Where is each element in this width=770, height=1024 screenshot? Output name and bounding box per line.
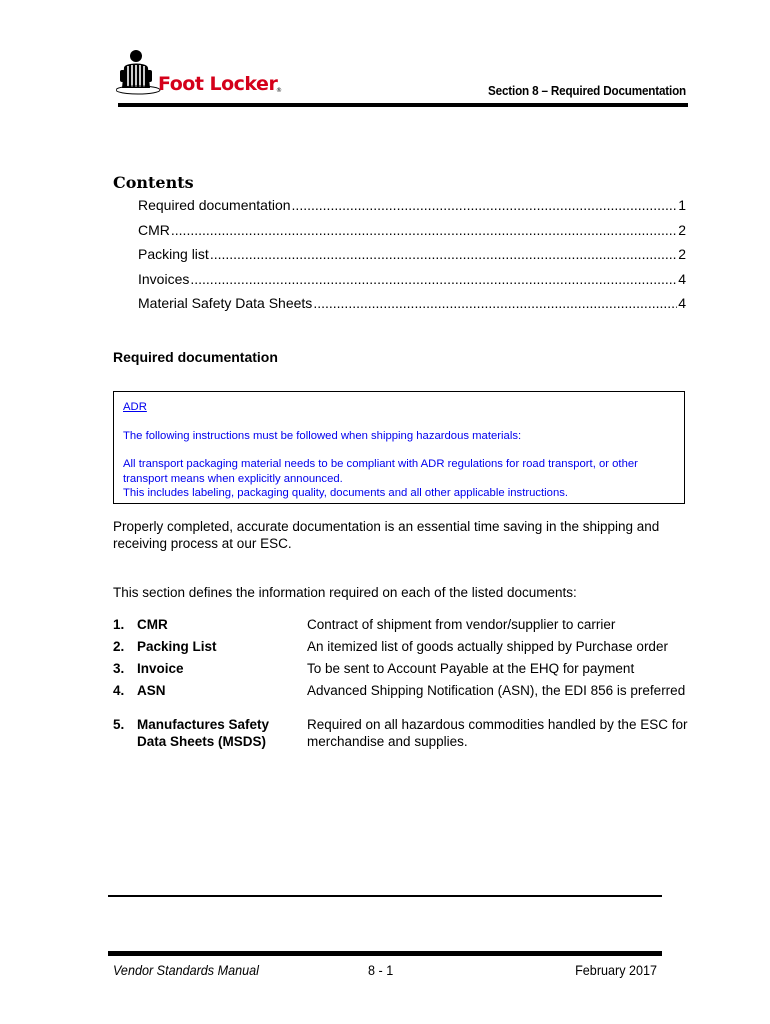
list-item-number: 5.: [113, 717, 125, 732]
list-item: [113, 716, 688, 750]
required-documentation-heading: Required documentation: [113, 349, 278, 365]
list-item-number: 3.: [113, 661, 125, 676]
toc-entry-label: Material Safety Data Sheets: [138, 295, 313, 311]
foot-locker-logo: [116, 46, 284, 98]
list-item: [113, 660, 688, 682]
toc-leader-dots: [313, 295, 677, 311]
toc-entry[interactable]: [138, 197, 686, 222]
adr-title-link[interactable]: ADR: [123, 401, 147, 413]
list-item-name: Packing List: [137, 639, 217, 654]
list-item-name: CMR: [137, 617, 168, 632]
toc-leader-dots: [190, 271, 677, 287]
list-item: [113, 638, 688, 660]
toc-entry-page: 2: [678, 221, 686, 238]
footer-divider-bottom: [108, 951, 662, 956]
toc-entry-page: 2: [678, 246, 686, 262]
toc-entry[interactable]: [138, 222, 686, 247]
toc-entry-page: 4: [678, 295, 686, 311]
table-of-contents: [138, 197, 686, 320]
footer-divider-top: [108, 895, 662, 897]
list-item: [113, 616, 688, 638]
footer-page-number: 8 - 1: [368, 962, 394, 978]
list-item-description: Contract of shipment from vendor/supplier to carrier: [307, 617, 616, 632]
list-item-number: 2.: [113, 639, 125, 654]
toc-entry-label: Invoices: [138, 270, 190, 287]
referee-logo-icon: [116, 46, 284, 98]
header-divider: [118, 103, 688, 107]
toc-leader-dots: [171, 222, 677, 238]
section-title: Section 8 – Required Documentation: [487, 83, 686, 98]
footer-manual-title: Vendor Standards Manual: [113, 962, 259, 978]
adr-compliance-text: All transport packaging material needs to be compliant with ADR regulations for road transport, or other transport means when explicitly announced.: [123, 458, 638, 485]
toc-entry-label: CMR: [138, 221, 170, 238]
list-item-description: To be sent to Account Payable at the EHQ for payment: [307, 661, 635, 676]
list-item-description: Advanced Shipping Notification (ASN), the EDI 856 is preferred: [307, 683, 686, 698]
required-documents-list: [113, 616, 688, 750]
list-item-description: An itemized list of goods actually shipped by Purchase order: [307, 639, 668, 654]
toc-entry[interactable]: [138, 246, 686, 271]
list-item-description: Required on all hazardous commodities handled by the ESC for merchandise and supplies.: [307, 717, 688, 749]
toc-entry[interactable]: [138, 295, 686, 320]
adr-notice-box: [113, 391, 685, 504]
toc-leader-dots: [292, 197, 678, 213]
documents-intro-paragraph: This section defines the information required on each of the listed documents:: [113, 585, 577, 600]
intro-paragraph: Properly completed, accurate documentation is an essential time saving in the shipping and receiving process at our ESC.: [113, 519, 660, 551]
list-item-name: Invoice: [137, 661, 184, 676]
adr-instruction-text: The following instructions must be followed when shipping hazardous materials:: [123, 429, 522, 442]
list-item: [113, 682, 688, 716]
list-item-name: ASN: [137, 683, 166, 698]
list-item-number: 4.: [113, 683, 125, 698]
footer-date: February 2017: [575, 962, 657, 978]
svg-text:Foot Locker: Foot Locker: [158, 73, 278, 95]
list-item-name: Manufactures Safety Data Sheets (MSDS): [137, 717, 270, 749]
toc-entry-label: Packing list: [138, 246, 209, 262]
toc-entry-page: 1: [678, 197, 686, 213]
contents-heading: Contents: [113, 173, 194, 192]
toc-entry[interactable]: [138, 271, 686, 296]
svg-text:®: ®: [276, 87, 282, 94]
toc-entry-label: Required documentation: [138, 197, 291, 213]
toc-entry-page: 4: [678, 270, 686, 287]
toc-leader-dots: [210, 246, 677, 262]
list-item-number: 1.: [113, 617, 125, 632]
adr-scope-text: This includes labeling, packaging quality, documents and all other applicable instructions.: [123, 487, 569, 499]
